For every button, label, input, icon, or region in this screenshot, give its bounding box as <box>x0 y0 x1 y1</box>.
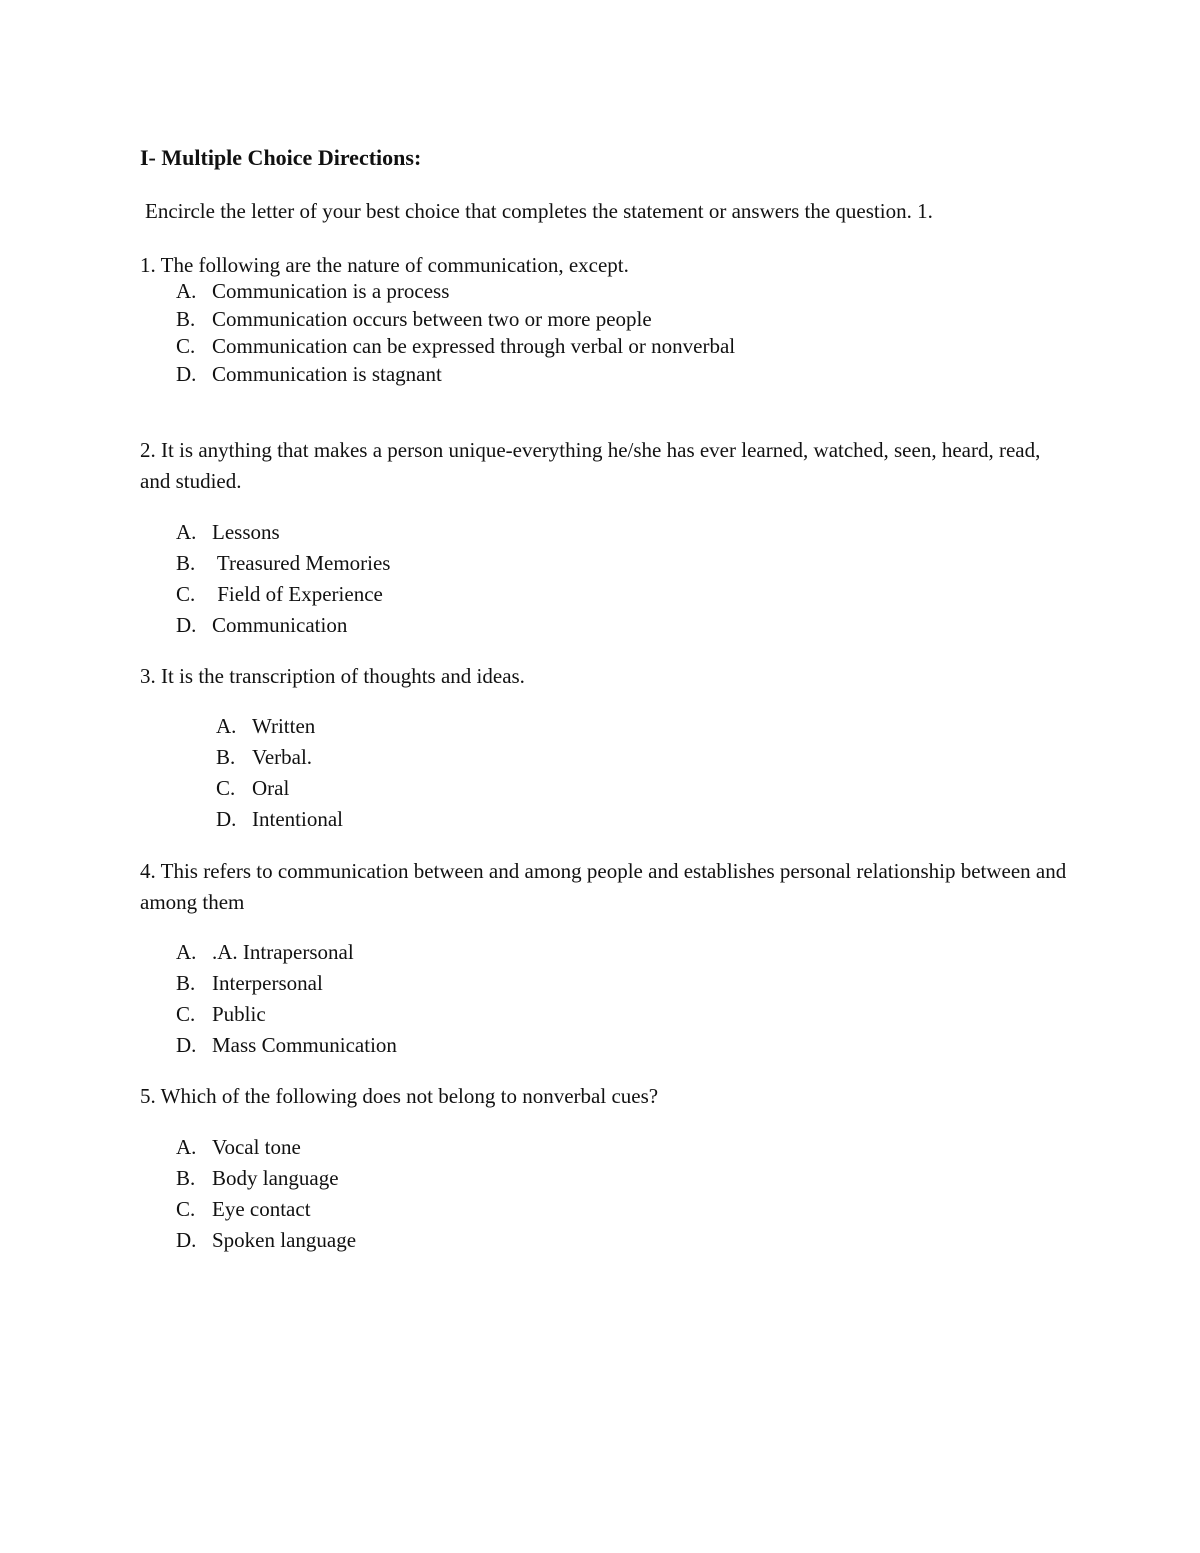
option-c <box>216 773 343 804</box>
option-text: Communication <box>212 613 348 637</box>
option-letter: D. <box>176 361 197 386</box>
option-b <box>176 1163 356 1194</box>
question-5-prompt: 5. Which of the following does not belong to nonverbal cues? <box>140 1084 659 1108</box>
option-c <box>176 579 390 610</box>
question-4-prompt: 4. This refers to communication between and among people and establishes personal relationship between and among them <box>140 859 1067 914</box>
question-3-prompt: 3. It is the transcription of thoughts and ideas. <box>140 664 525 688</box>
option-text: Interpersonal <box>212 971 323 995</box>
option-text: Communication is stagnant <box>212 361 442 386</box>
option-text: Intentional <box>252 807 343 831</box>
question-2-options <box>176 517 390 641</box>
option-d <box>176 610 390 641</box>
option-letter: A. <box>216 714 237 738</box>
option-text: .A. Intrapersonal <box>212 940 354 964</box>
option-b <box>176 306 735 334</box>
question-1-options <box>176 278 735 388</box>
option-d <box>176 1030 397 1061</box>
option-text: Oral <box>252 776 290 800</box>
section-heading: I- Multiple Choice Directions: <box>140 145 422 170</box>
option-c <box>176 1194 356 1225</box>
option-d <box>176 361 735 389</box>
option-letter: C. <box>176 1197 196 1221</box>
option-letter: B. <box>176 1166 196 1190</box>
option-d <box>216 804 343 835</box>
directions-text: Encircle the letter of your best choice that completes the statement or answers the question. 1. <box>145 199 933 223</box>
option-a <box>176 1132 356 1163</box>
question-4-options <box>176 937 397 1061</box>
option-text: Treasured Memories <box>212 551 391 575</box>
option-letter: C. <box>176 1002 196 1026</box>
option-text: Spoken language <box>212 1228 357 1252</box>
option-a <box>176 517 390 548</box>
option-text: Communication occurs between two or more people <box>212 306 652 331</box>
option-a <box>176 278 735 306</box>
option-b <box>176 968 397 999</box>
option-letter: C. <box>176 334 196 358</box>
option-c <box>176 333 735 361</box>
option-c <box>176 999 397 1030</box>
option-text: Verbal. <box>252 745 313 769</box>
option-text: Written <box>252 714 316 738</box>
option-letter: D. <box>216 807 237 831</box>
option-text: Vocal tone <box>212 1135 301 1159</box>
option-a <box>216 711 343 742</box>
option-letter: C. <box>176 582 196 606</box>
option-letter: A. <box>176 520 197 544</box>
option-letter: A. <box>176 940 197 964</box>
option-letter: C. <box>216 776 236 800</box>
question-1-prompt: 1. The following are the nature of communication, except. <box>140 253 629 277</box>
option-d <box>176 1225 356 1256</box>
option-text: Eye contact <box>212 1197 311 1221</box>
option-text: Public <box>212 1002 266 1026</box>
option-b <box>176 548 390 579</box>
option-letter: D. <box>176 1033 197 1057</box>
question-2-prompt: 2. It is anything that makes a person unique-everything he/she has ever learned, watched, seen, heard, read, and studied. <box>140 438 1041 493</box>
question-3-options <box>216 711 343 835</box>
option-letter: B. <box>216 745 236 769</box>
option-letter: A. <box>176 1135 197 1159</box>
option-text: Body language <box>212 1166 339 1190</box>
question-5-options <box>176 1132 356 1256</box>
option-letter: D. <box>176 613 197 637</box>
option-text: Lessons <box>212 520 280 544</box>
option-letter: D. <box>176 1228 197 1252</box>
option-text: Communication can be expressed through verbal or nonverbal <box>212 334 736 358</box>
option-a <box>176 937 397 968</box>
option-b <box>216 742 343 773</box>
option-letter: B. <box>176 971 196 995</box>
option-text: Communication is a process <box>212 279 450 303</box>
option-letter: B. <box>176 551 196 575</box>
option-text: Mass Communication <box>212 1033 397 1057</box>
option-letter: B. <box>176 306 196 331</box>
option-text: Field of Experience <box>212 582 383 606</box>
option-letter: A. <box>176 279 197 303</box>
